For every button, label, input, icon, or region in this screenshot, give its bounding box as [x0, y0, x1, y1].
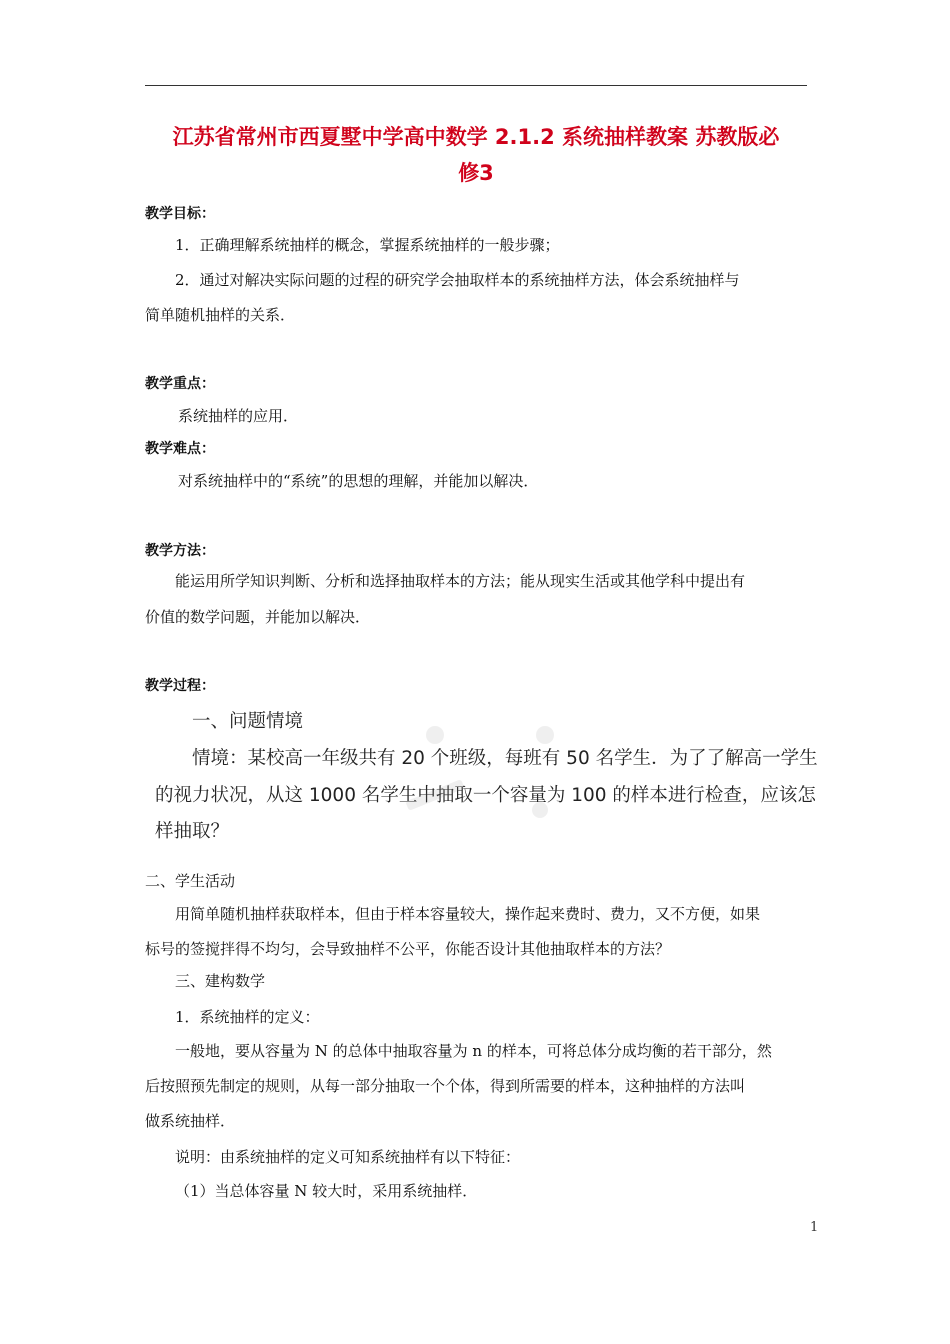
method-text-b: 价值的数学问题，并能加以解决．	[145, 608, 371, 626]
process-heading: 教学过程：	[145, 678, 215, 694]
method-text-a: 能运用所学知识判断、分析和选择抽取样本的方法；能从现实生活或其他学科中提出有	[175, 572, 746, 590]
page-number: 1	[810, 1220, 819, 1235]
student-activity-b: 标号的签搅拌得不均匀，会导致抽样不公平，你能否设计其他抽取样本的方法？	[145, 940, 671, 958]
note-text: 说明：由系统抽样的定义可知系统抽样有以下特征：	[175, 1148, 521, 1166]
key-points-heading: 教学重点：	[145, 376, 215, 392]
definition-text-b: 后按照预先制定的规则，从每一部分抽取一个个体，得到所需要的样本，这种抽样的方法叫	[145, 1077, 746, 1095]
scenario-line-c: 样抽取？	[155, 821, 230, 842]
section-3-title: 三、建构数学	[175, 972, 266, 990]
method-heading: 教学方法：	[145, 543, 215, 559]
scenario-line-a: 情境：某校高一年级共有 20 个班级，每班有 50 名学生．为了了解高一学生	[192, 748, 818, 769]
key-points-text: 系统抽样的应用．	[178, 407, 299, 425]
definition-text-c: 做系统抽样．	[145, 1112, 236, 1130]
document-title-line2: 修3	[458, 161, 494, 185]
goals-heading: 教学目标：	[145, 206, 215, 222]
definition-title: 1．系统抽样的定义：	[175, 1008, 320, 1026]
section-1-title: 一、问题情境	[192, 711, 304, 732]
scenario-line-b: 的视力状况，从这 1000 名学生中抽取一个容量为 100 的样本进行检查，应该怎	[155, 785, 816, 806]
goal-item-2b: 简单随机抽样的关系．	[145, 306, 296, 324]
student-activity-a: 用简单随机抽样获取样本，但由于样本容量较大，操作起来费时、费力，又不方便，如果	[175, 905, 761, 923]
difficulty-heading: 教学难点：	[145, 441, 215, 457]
note-item-1: （1）当总体容量 N 较大时，采用系统抽样．	[175, 1182, 478, 1200]
section-2-title: 二、学生活动	[145, 872, 236, 890]
goal-item-2a: 2．通过对解决实际问题的过程的研究学会抽取样本的系统抽样方法，体会系统抽样与	[175, 271, 740, 289]
difficulty-text: 对系统抽样中的“系统”的思想的理解，并能加以解决．	[178, 472, 539, 490]
goal-item-1: 1．正确理解系统抽样的概念，掌握系统抽样的一般步骤；	[175, 236, 560, 254]
header-rule	[145, 85, 807, 86]
definition-text-a: 一般地，要从容量为 N 的总体中抽取容量为 n 的样本，可将总体分成均衡的若干部分，然	[175, 1042, 772, 1060]
watermark-graphic	[395, 705, 585, 845]
document-title-line1: 江苏省常州市西夏墅中学高中数学 2.1.2 系统抽样教案 苏教版必	[172, 125, 780, 149]
